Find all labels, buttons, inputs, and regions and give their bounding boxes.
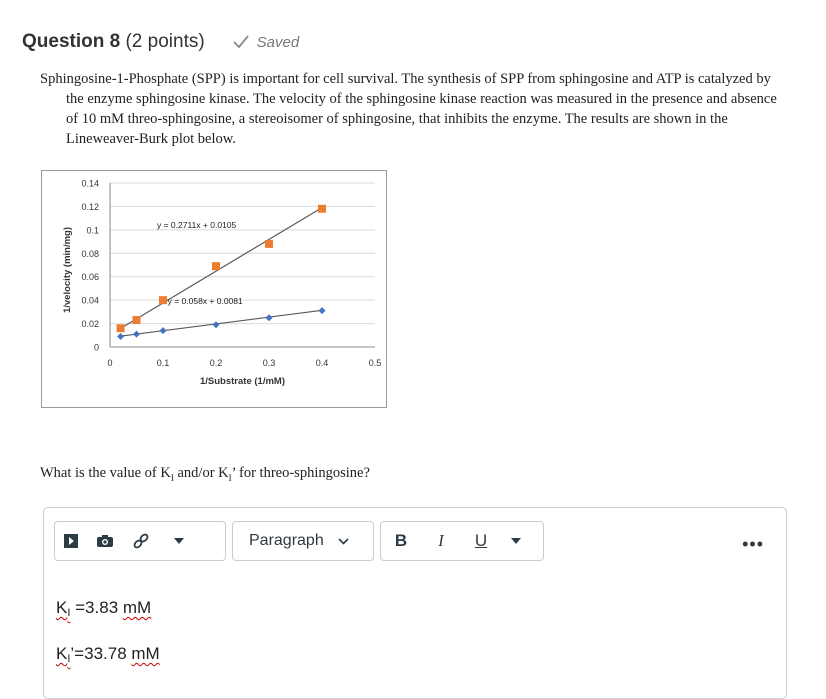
x-tick-label: 0.2 bbox=[209, 358, 223, 368]
x-tick-label: 0.3 bbox=[262, 358, 276, 368]
link-icon[interactable] bbox=[123, 522, 159, 560]
data-point-diamond bbox=[117, 333, 124, 340]
more-options-icon[interactable]: ••• bbox=[742, 534, 764, 554]
chart-svg bbox=[42, 171, 386, 407]
question-title: Question 8 (2 points) bbox=[22, 31, 205, 52]
data-point-diamond bbox=[160, 327, 167, 334]
x-tick-label: 0.5 bbox=[368, 358, 382, 368]
data-point-square bbox=[318, 205, 326, 213]
answer-line-ki-prime: KI’=33.78 mM bbox=[56, 644, 160, 665]
y-tick-label: 0.02 bbox=[81, 319, 99, 330]
editor-toolbar bbox=[44, 508, 786, 570]
data-point-square bbox=[212, 262, 220, 270]
x-tick-label: 0.1 bbox=[156, 358, 170, 368]
insert-toolbar-group bbox=[54, 521, 226, 561]
rich-text-editor[interactable] bbox=[43, 507, 787, 699]
x-axis-title: 1/Substrate (1/mM) bbox=[200, 376, 285, 387]
data-point-square bbox=[159, 296, 167, 304]
italic-button[interactable]: I bbox=[438, 531, 444, 550]
x-tick-label: 0.4 bbox=[315, 358, 329, 368]
question-prompt: Sphingosine-1-Phosphate (SPP) is important for cell survival. The synthesis of SPP from sphingosine and ATP is catalyzed by the enzyme sphingosine kinase. The velocity of the sphingosine kinase reaction was measured in the presence and absence of 10 mM threo-sphingosine, a stereoisomer of sphingosine, that inhibits the enzyme. The results are shown in the Lineweaver-Burk plot below. bbox=[40, 71, 777, 147]
camera-icon[interactable] bbox=[87, 522, 123, 560]
data-point-square bbox=[133, 316, 141, 324]
block-format-label: Paragraph bbox=[249, 532, 324, 549]
answer-line-ki: KI =3.83 mM bbox=[56, 598, 152, 619]
chevron-down-icon bbox=[338, 538, 349, 545]
y-tick-label: 0.1 bbox=[86, 225, 99, 236]
chevron-down-icon[interactable] bbox=[501, 522, 531, 560]
editor-content[interactable] bbox=[56, 598, 160, 690]
data-point-diamond bbox=[319, 307, 326, 314]
sub-question: What is the value of $K_I$ and/or $K_I$’ for threo-sphingosine? bbox=[40, 465, 370, 483]
bold-button[interactable]: B bbox=[394, 531, 408, 550]
y-tick-label: 0.14 bbox=[81, 178, 99, 189]
y-axis-title: 1/velocity (min/mg) bbox=[62, 226, 73, 314]
y-tick-label: 0.06 bbox=[81, 272, 99, 283]
chevron-down-icon[interactable] bbox=[159, 522, 199, 560]
trendline-equation-label: y = 0.058x + 0.0081 bbox=[167, 296, 243, 306]
data-point-diamond bbox=[266, 314, 273, 321]
question-header bbox=[22, 28, 299, 56]
data-point-square bbox=[117, 324, 125, 332]
trendline-equation-label: y = 0.2711x + 0.0105 bbox=[157, 219, 237, 230]
y-tick-label: 0.08 bbox=[81, 248, 99, 259]
data-point-diamond bbox=[133, 331, 140, 338]
y-tick-label: 0.04 bbox=[81, 295, 99, 306]
text-style-group bbox=[380, 521, 544, 561]
lineweaver-burk-chart bbox=[41, 170, 387, 408]
check-icon bbox=[233, 35, 249, 49]
saved-status: Saved bbox=[233, 34, 300, 51]
y-tick-label: 0 bbox=[93, 342, 99, 353]
data-point-diamond bbox=[213, 321, 220, 328]
block-format-select[interactable] bbox=[232, 521, 374, 561]
y-tick-label: 0.12 bbox=[81, 201, 99, 212]
x-tick-label: 0 bbox=[107, 358, 113, 368]
data-point-square bbox=[265, 240, 273, 248]
underline-button[interactable]: U bbox=[474, 531, 488, 550]
media-icon[interactable] bbox=[55, 522, 87, 560]
